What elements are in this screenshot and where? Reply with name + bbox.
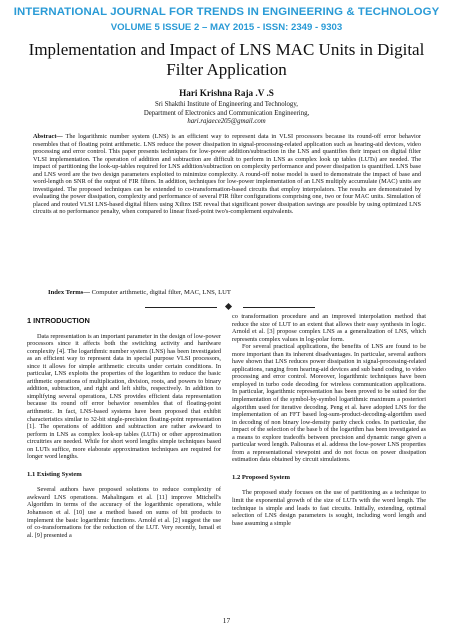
journal-issue: VOLUME 5 ISSUE 2 – MAY 2015 - ISSN: 2349 - 9303 bbox=[110, 22, 343, 33]
journal-name: INTERNATIONAL JOURNAL FOR TRENDS IN ENGINEERING & TECHNOLOGY bbox=[13, 6, 440, 18]
affiliation-department: Department of Electronics and Communication Engineering, bbox=[143, 109, 310, 117]
author-name: Hari Krishna Raja .V .S bbox=[179, 88, 274, 98]
divider-line-left bbox=[145, 307, 217, 308]
index-terms-label: Index Terms— bbox=[48, 289, 90, 296]
divider-line-right bbox=[243, 307, 315, 308]
section-divider bbox=[145, 303, 315, 313]
paper-title: Implementation and Impact of LNS MAC Units in Digital Filter Application bbox=[28, 40, 425, 79]
right-column bbox=[232, 313, 426, 527]
right-paragraph-2: For several practical applications, the benefits of LNS are found to be more important than its inherent disadvantages. In particular, several authors have shown that LNS reduces power dissipation in signal-processing-related applications, ranging from hearing-aid devices and sub band coding, to video processing and error control. Moreover, logarithmic techniques have been employed in turbo code decoding for wireless communication applications. In particular, logarithmic representation has been proved to be suited for the implementation of the symbol-by-symbol logarithmic maximum a posteriori algorithm used for iterative decoding. Peng et al. have adopted LNS for the implementation of an FFT based log-sum-product-decoding-algorithm used in decoding of non binary low-density parity check codes. In particular, the impact of the selection of the base b of the logarithm has been investigated as a means to explore tradeoffs between precision and dynamic range given a particular word length. Paliouras et al. address the low-power LNS properties from a representational viewpoint and do not focus on power dissipation estimation data obtained by circuit simulations. bbox=[232, 343, 426, 464]
index-terms bbox=[48, 289, 428, 296]
section-heading-proposed-system: 1.2 Proposed System bbox=[232, 473, 290, 481]
abstract-label: Abstract— bbox=[33, 133, 63, 140]
affiliation bbox=[0, 101, 453, 127]
page-number: 17 bbox=[222, 616, 231, 625]
diamond-icon bbox=[225, 303, 232, 310]
index-terms-text: Computer arithmetic, digital filter, MAC, LNS, LUT bbox=[89, 289, 231, 296]
section-heading-existing-system: 1.1 Existing System bbox=[27, 470, 82, 478]
existing-system-paragraph: Several authors have proposed solutions to reduce complexity of awkward LNS operations. Mahalingam et al. [11] improve Mitchell's Algorithm in terms of the accuracy of the logarithmic operations, while Johansson et al. [10] use a method based on sums of bit products to implement the basic logarithmic functions. Arnold et al. [2] suggest the use of co-transformations for the reduction of the LUT. Very recently, Ismail et al. [9] presented a bbox=[27, 486, 221, 539]
affiliation-institute: Sri Shakthi Institute of Engineering and Technology, bbox=[155, 101, 298, 108]
left-column bbox=[27, 313, 221, 539]
author-email: hari.rajaece205@gmail.com bbox=[187, 118, 266, 126]
proposed-system-paragraph: The proposed study focuses on the use of partitioning as a technique to limit the exponential growth of the size of LUTs with the word length. The technique is simple and leads to fast circuits. Initially, extending, optimal selection of LNS design parameters is sought, including word length and base assuming a simple bbox=[232, 489, 426, 527]
abstract-text: The logarithmic number system (LNS) is an efficient way to represent data in VLSI processors because its round-off error behavior resembles that of floating point arithmetic. LNS reduce the power dissipation in signal-processing-related application such as hearing-aid devices, video processing and error control. This paper presents techniques for low-power addition/subtraction in the LNS and quantifies their impact on digital filter VLSI implementation. The operation of addition and subtraction are difficult to perform in LNS as complex look up tables (LUTs) are needed. The impact of partitioning the look-up-tables required for LNS addition/subtraction on complexity performance and power dissipation is quantified. LNS base and LNS word are the two design parameters exploited to minimize complexity. A round-off noise model is used to demonstrate the impact of base and word-length on SNR of the output of FIR filters. In addition, techniques for low-power implementation of an LNS multiply accumulate (MAC) units are investigated. The proposed techniques can be extended to co-transformation-based circuits that employ interpolators. The results are demonstrated by evaluating the power dissipation, complexity and performance of several FIR filter configurations comprising one, two or four MAC units. Simulation of placed and routed VLSI LNS-based digital filters using Xilinx ISE reveal that significant power dissipation savings are possible by using optimized LNS circuits at no performance penalty, when compared to linear fixed-point two's-complement equivalents. bbox=[33, 133, 421, 216]
abstract bbox=[33, 133, 421, 216]
introduction-paragraph: Data representation is an important parameter in the design of low-power processors since it affects both the switching activity and hardware complexity [4]. The logarithmic number system (LNS) has been investigated as an efficient way to represent data in special purpose VLSI processors, since it allows for simple arithmetic circuits under certain conditions. In particular, LNS exploits the properties of the logarithm to reduce the basic arithmetic operations of multiplication, division, roots, and powers to binary addition, subtraction, and right and left shifts, respectively. In addition to simplifying several operations, LNS provides efficient data representation because its round off error behavior resembles that of floating-point arithmetic. In fact, LNS-based systems have been proposed that exhibit characteristics similar to 32-bit single-precision floating-point representation [1]. The operations of addition and subtraction are rather awkward to perform in LNS as complex look-up tables (LUTs) or other approximation circuitries are needed. While for short word lengths simple techniques based on LUTs suffice, more elaborate approximation techniques are required for longer word lengths. bbox=[27, 332, 221, 461]
right-paragraph-1: co transformation procedure and an improved interpolation method that reduce the size of LUT to an extent that allows their easy synthesis in logic. Arnold et al. [3] propose complex LNS as a generalization of LNS, which represents complex values in log-polar form. bbox=[232, 313, 426, 343]
section-heading-introduction: 1 INTRODUCTION bbox=[27, 316, 90, 325]
